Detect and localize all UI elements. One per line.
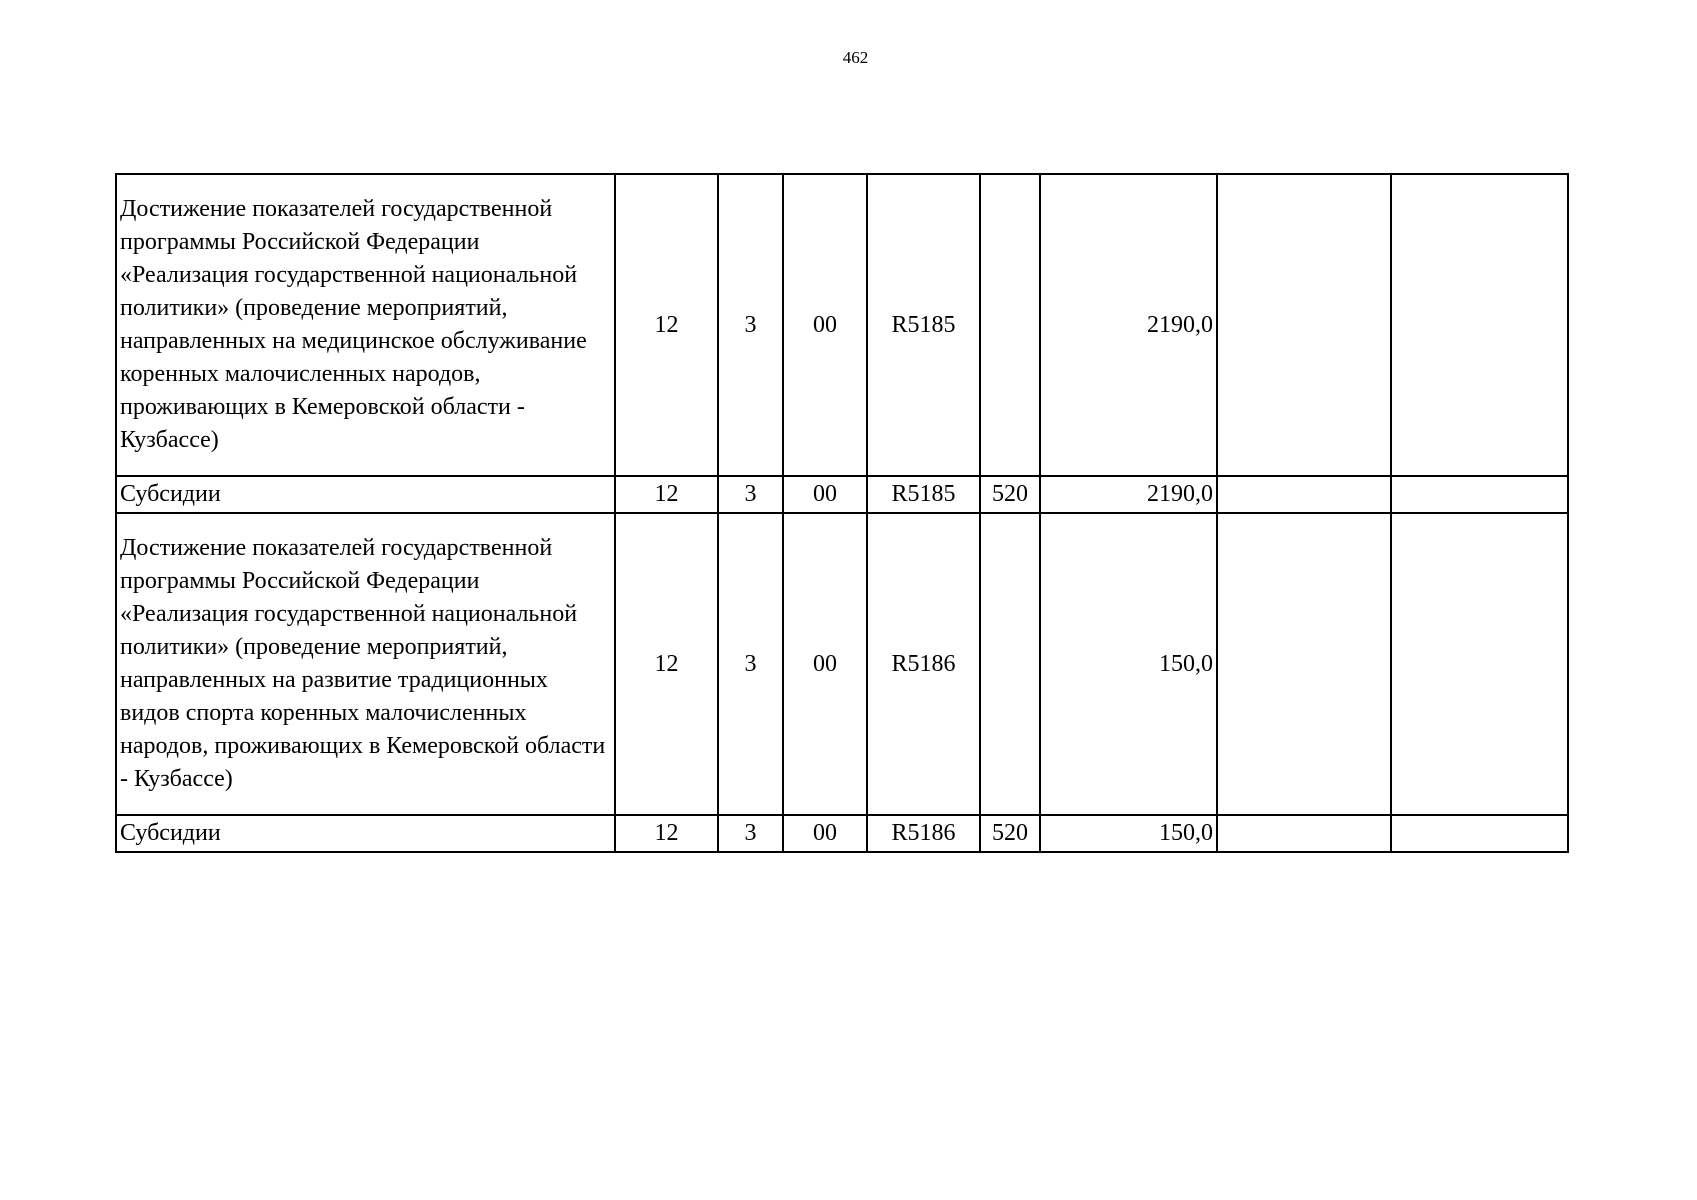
- expense-type-code: [980, 174, 1040, 476]
- row-name: Достижение показателей государственной программы Российской Федерации «Реализация государственной национальной политики» (проведение мероприятий, направленных на развитие традиционных видов спорта коренных малочисленных народов, проживающих в Кемеровской области - Кузбассе): [116, 513, 615, 815]
- target-article-code: R5186: [867, 513, 980, 815]
- amount-year-2: [1217, 513, 1391, 815]
- section-code: 12: [615, 476, 718, 513]
- row-name: Субсидии: [116, 815, 615, 852]
- subsection-code: 3: [718, 174, 783, 476]
- amount-cell: 150,0: [1040, 513, 1217, 815]
- amount-year-2: [1217, 174, 1391, 476]
- amount-year-2: [1217, 815, 1391, 852]
- target-article-code: R5185: [867, 174, 980, 476]
- table-row: [116, 476, 1568, 513]
- section-code: 12: [615, 513, 718, 815]
- subsection-code: 3: [718, 513, 783, 815]
- table-row: [116, 513, 1568, 815]
- program-code: 00: [783, 476, 867, 513]
- expense-type-code: [980, 513, 1040, 815]
- amount-cell: 2190,0: [1040, 174, 1217, 476]
- section-code: 12: [615, 815, 718, 852]
- amount-cell: 150,0: [1040, 815, 1217, 852]
- subsection-code: 3: [718, 815, 783, 852]
- section-code: 12: [615, 174, 718, 476]
- page-number: 462: [842, 48, 869, 67]
- table-row: [116, 174, 1568, 476]
- row-name: Достижение показателей государственной программы Российской Федерации «Реализация государственной национальной политики» (проведение мероприятий, направленных на медицинское обслуживание коренных малочисленных народов, проживающих в Кемеровской области - Кузбассе): [116, 174, 615, 476]
- table-row: [116, 815, 1568, 852]
- row-name: Субсидии: [116, 476, 615, 513]
- program-code: 00: [783, 815, 867, 852]
- program-code: 00: [783, 174, 867, 476]
- amount-cell: 2190,0: [1040, 476, 1217, 513]
- subsection-code: 3: [718, 476, 783, 513]
- program-code: 00: [783, 513, 867, 815]
- budget-table: [115, 173, 1569, 853]
- target-article-code: R5186: [867, 815, 980, 852]
- amount-year-3: [1391, 174, 1568, 476]
- amount-year-3: [1391, 815, 1568, 852]
- target-article-code: R5185: [867, 476, 980, 513]
- amount-year-2: [1217, 476, 1391, 513]
- expense-type-code: 520: [980, 815, 1040, 852]
- amount-year-3: [1391, 513, 1568, 815]
- amount-year-3: [1391, 476, 1568, 513]
- expense-type-code: 520: [980, 476, 1040, 513]
